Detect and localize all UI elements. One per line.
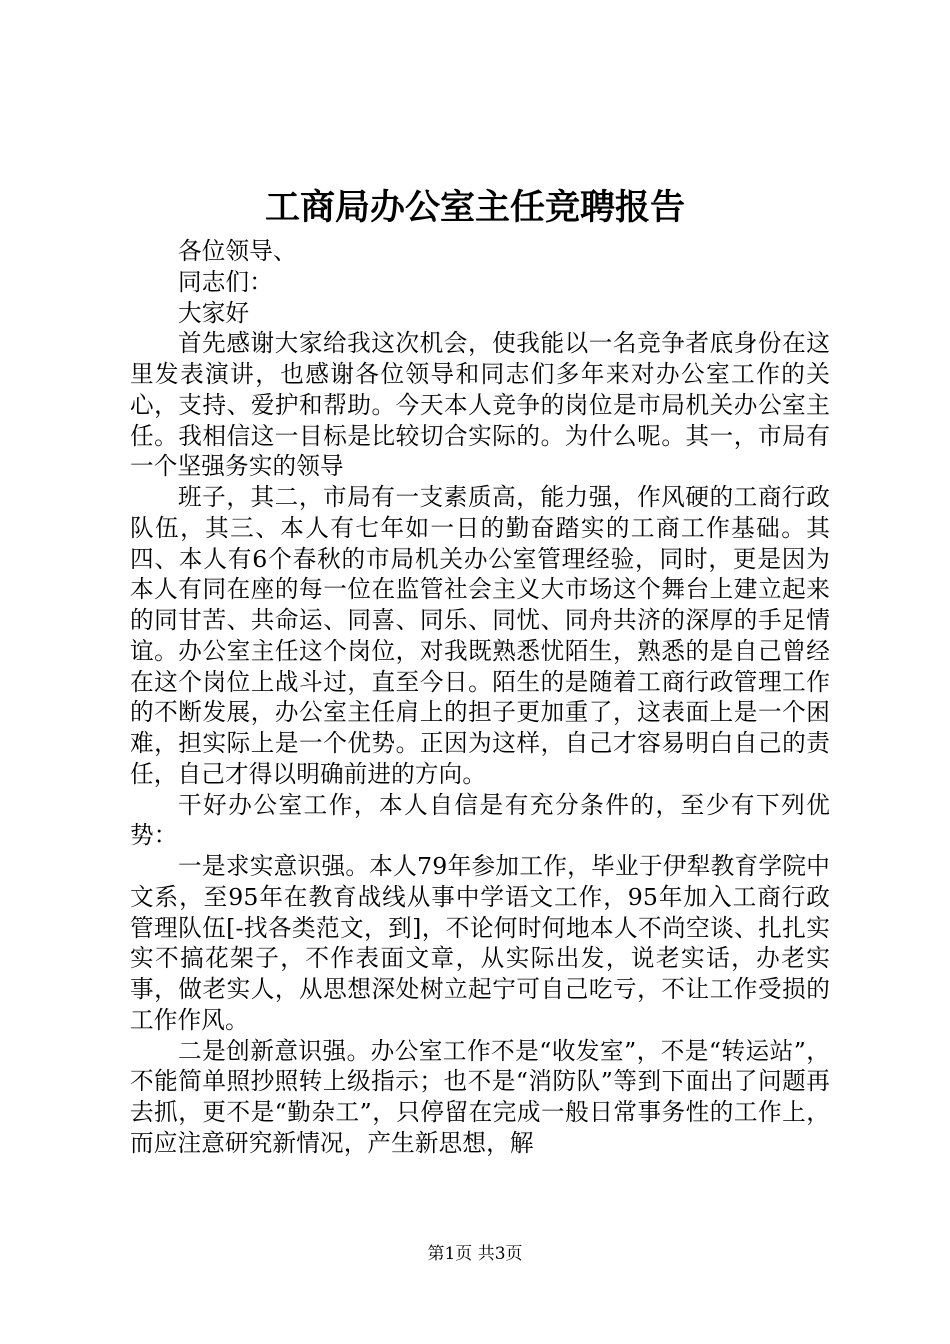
page-number-footer: 第1页 共3页 (427, 1244, 523, 1264)
paragraph-reasons: 班子，其二，市局有一支素质高，能力强，作风硬的工商行政队伍，其三、本人有七年如一日的勤奋踏实的工商工作基础。其四、本人有6个春秋的市局机关办公室管理经验，同时，更是因为本人有同在座的每一位在监管社会主义大市场这个舞台上建立起来的同甘苦、共命运、同喜、同乐、同忧、同舟共济的深厚的手足情谊。办公室主任这个岗位，对我既熟悉忧陌生，熟悉的是自己曾经在这个岗位上战斗过，直至今日。陌生的是随着工商行政管理工作的不断发展，办公室主任肩上的担子更加重了，这表面上是一个困难，担实际上是一个优势。正因为这样，自己才容易明白自己的责任，自己才得以明确前进的方向。 (130, 483, 830, 788)
paragraph-advantage-one: 一是求实意识强。本人79年参加工作，毕业于伊犁教育学院中文系，至95年在教育战线从事中学语文工作，95年加入工商行政管理队伍[-找各类范文，到]，不论何时何地本人不尚空谈、扎扎实实不搞花架子，不作表面文章，从实际出发，说老实话，办老实事，做老实人，从思想深处树立起宁可自己吃亏，不让工作受损的工作作风。 (130, 852, 830, 1034)
paragraph-advantages-intro: 干好办公室工作，本人自信是有充分条件的，至少有下列优势： (130, 790, 830, 850)
salutation-leaders: 各位领导、 (178, 237, 297, 265)
document-title: 工商局办公室主任竞聘报告 (264, 187, 685, 228)
salutation-comrades: 同志们： (178, 267, 273, 296)
greeting: 大家好 (178, 298, 250, 327)
document-body (130, 236, 830, 1159)
paragraph-intro: 首先感谢大家给我这次机会，使我能以一名竞争者底身份在这里发表演讲，也感谢各位领导和同志们多年来对办公室工作的关心，支持、爱护和帮助。今天本人竞争的岗位是市局机关办公室主任。我相信这一目标是比较切合实际的。为什么呢。其一，市局有一个坚强务实的领导 (130, 329, 830, 481)
paragraph-advantage-two: 二是创新意识强。办公室工作不是“收发室”，不是“转运站”，不能简单照抄照转上级指示；也不是“消防队”等到下面出了问题再去抓，更不是“勤杂工”，只停留在完成一般日常事务性的工作上，而应注意研究新情况，产生新思想，解 (130, 1036, 830, 1157)
